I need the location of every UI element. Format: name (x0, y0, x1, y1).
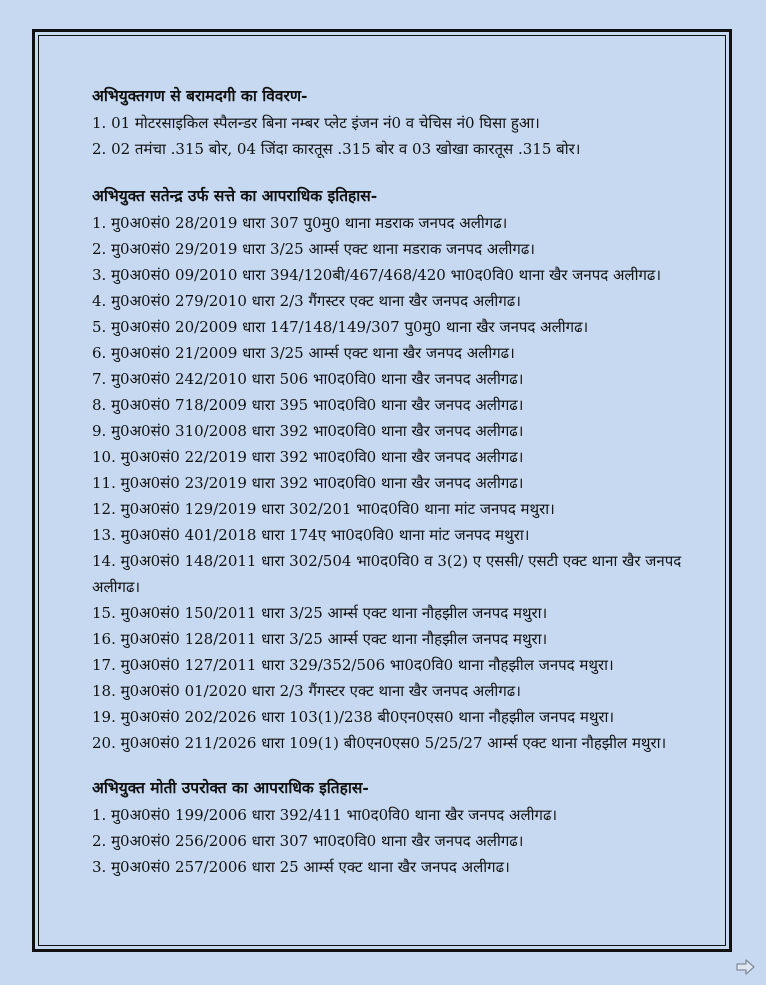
history-moti-section (92, 778, 692, 880)
history-moti-heading: अभियुक्त मोती उपरोक्त का आपराधिक इतिहास- (92, 778, 369, 797)
case-item: 13. मु0अ0सं0 401/2018 धारा 174ए भा0द0वि0 थाना मांट जनपद मथुरा। (92, 526, 530, 544)
case-item: 17. मु0अ0सं0 127/2011 धारा 329/352/506 भा0द0वि0 थाना नौहझील जनपद मथुरा। (92, 656, 614, 674)
case-item: 2. मु0अ0सं0 29/2019 धारा 3/25 आर्म्स एक्ट थाना मडराक जनपद अलीगढ। (92, 240, 535, 258)
case-item: 7. मु0अ0सं0 242/2010 धारा 506 भा0द0वि0 थाना खैर जनपद अलीगढ। (92, 370, 524, 388)
document-body (92, 86, 692, 880)
case-item: 12. मु0अ0सं0 129/2019 धारा 302/201 भा0द0वि0 थाना मांट जनपद मथुरा। (92, 500, 555, 518)
case-item: 3. मु0अ0सं0 09/2010 धारा 394/120बी/467/468/420 भा0द0वि0 थाना खैर जनपद अलीगढ। (92, 266, 662, 284)
case-item: 9. मु0अ0सं0 310/2008 धारा 392 भा0द0वि0 थाना खैर जनपद अलीगढ। (92, 422, 524, 440)
case-item: 11. मु0अ0सं0 23/2019 धारा 392 भा0द0वि0 थाना खैर जनपद अलीगढ। (92, 474, 524, 492)
case-item: 3. मु0अ0सं0 257/2006 धारा 25 आर्म्स एक्ट थाना खैर जनपद अलीगढ। (92, 858, 510, 876)
case-item: 10. मु0अ0सं0 22/2019 धारा 392 भा0द0वि0 थाना खैर जनपद अलीगढ। (92, 448, 524, 466)
case-item: 5. मु0अ0सं0 20/2009 धारा 147/148/149/307 पु0मु0 थाना खैर जनपद अलीगढ। (92, 318, 589, 336)
recovery-item: 1. 01 मोटरसाइकिल स्पैलन्डर बिना नम्बर प्लेट इंजन नं0 व चेचिस नं0 घिसा हुआ। (92, 114, 540, 132)
case-item: 8. मु0अ0सं0 718/2009 धारा 395 भा0द0वि0 थाना खैर जनपद अलीगढ। (92, 396, 524, 414)
case-item: 18. मु0अ0सं0 01/2020 धारा 2/3 गैंगस्टर एक्ट थाना खैर जनपद अलीगढ। (92, 682, 521, 700)
case-item: 1. मु0अ0सं0 199/2006 धारा 392/411 भा0द0वि0 थाना खैर जनपद अलीगढ। (92, 806, 558, 824)
case-item: 20. मु0अ0सं0 211/2026 धारा 109(1) बी0एन0एस0 5/25/27 आर्म्स एक्ट थाना नौहझील मथुरा। (92, 734, 667, 752)
case-item: 15. मु0अ0सं0 150/2011 धारा 3/25 आर्म्स एक्ट थाना नौहझील जनपद मथुरा। (92, 604, 548, 622)
case-item: 2. मु0अ0सं0 256/2006 धारा 307 भा0द0वि0 थाना खैर जनपद अलीगढ। (92, 832, 524, 850)
case-item: 4. मु0अ0सं0 279/2010 धारा 2/3 गैंगस्टर एक्ट थाना खैर जनपद अलीगढ। (92, 292, 521, 310)
case-item: 14. मु0अ0सं0 148/2011 धारा 302/504 भा0द0वि0 व 3(2) ए एससी/ एसटी एक्ट थाना खैर जनपद अलीगढ। (92, 552, 682, 596)
case-item: 1. मु0अ0सं0 28/2019 धारा 307 पु0मु0 थाना मडराक जनपद अलीगढ। (92, 214, 508, 232)
recovery-item: 2. 02 तमंचा .315 बोर, 04 जिंदा कारतूस .315 बोर व 03 खोखा कारतूस .315 बोर। (92, 140, 581, 158)
history-satendra-section (92, 186, 692, 756)
case-item: 16. मु0अ0सं0 128/2011 धारा 3/25 आर्म्स एक्ट थाना नौहझील जनपद मथुरा। (92, 630, 548, 648)
case-item: 19. मु0अ0सं0 202/2026 धारा 103(1)/238 बी0एन0एस0 थाना नौहझील जनपद मथुरा। (92, 708, 615, 726)
right-arrow-icon[interactable] (735, 958, 757, 976)
history-satendra-heading: अभियुक्त सतेन्द्र उर्फ सत्ते का आपराधिक इतिहास- (92, 186, 378, 205)
recovery-section (92, 86, 692, 162)
case-item: 6. मु0अ0सं0 21/2009 धारा 3/25 आर्म्स एक्ट थाना खैर जनपद अलीगढ। (92, 344, 515, 362)
recovery-heading: अभियुक्तगण से बरामदगी का विवरण- (92, 86, 308, 105)
